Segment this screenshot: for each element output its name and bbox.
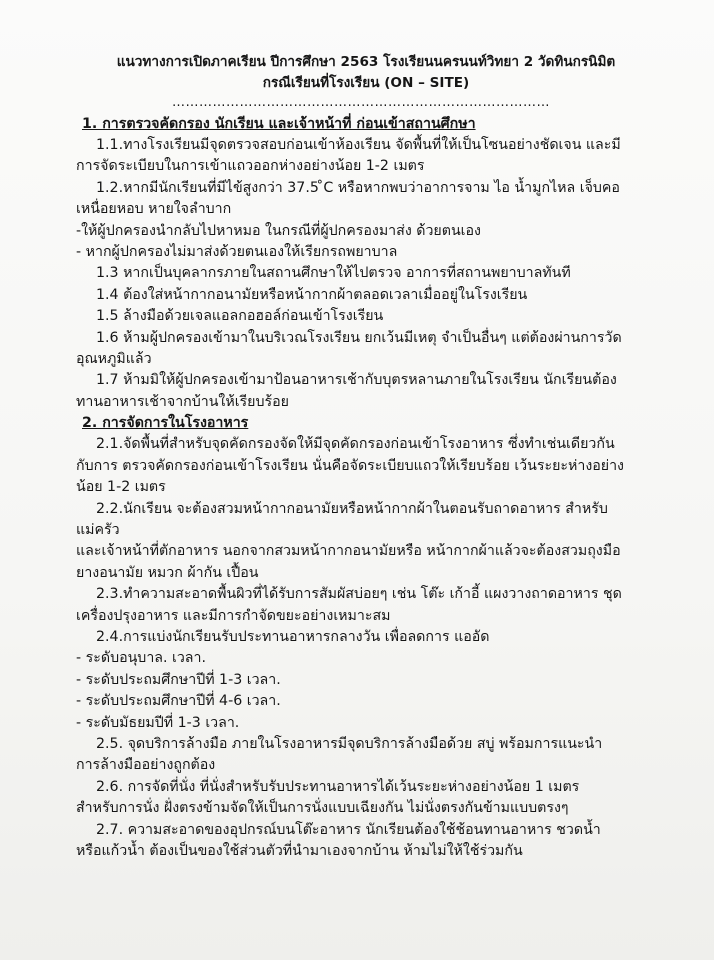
paragraph-line: อุณหภูมิแล้ว <box>76 351 152 368</box>
paragraph-line: 1.7 ห้ามมิให้ผู้ปกครองเข้ามาป้อนอาหารเช้ากับบุตรหลานภายในโรงเรียน นักเรียนต้อง <box>96 372 617 389</box>
paragraph-line: เครื่องปรุงอาหาร และมีการกำจัดขยะอย่างเหมาะสม <box>76 607 391 624</box>
paragraph-line: ยางอนามัย หมวก ผ้ากัน เปื้อน <box>76 564 259 581</box>
document-subtitle: กรณีเรียนที่โรงเรียน (ON – SITE) <box>262 75 470 91</box>
paragraph-line: เหนื่อยหอบ หายใจลำบาก <box>76 201 232 218</box>
paragraph-line: 1.3 หากเป็นบุคลากรภายในสถานศึกษาให้ไปตรวจ อาการที่สถานพยาบาลทันที <box>96 265 571 282</box>
paragraph-line: การล้างมืออย่างถูกต้อง <box>76 757 216 774</box>
list-item: - ระดับมัธยมปีที่ 1-3 เวลา. <box>76 714 240 731</box>
paragraph-line: 2.2.นักเรียน จะต้องสวมหน้ากากอนามัยหรือหน้ากากผ้าในตอนรับถาดอาหาร สำหรับ <box>96 500 608 517</box>
paragraph-line: หรือแก้วน้ำ ต้องเป็นของใช้ส่วนตัวที่นำมาเองจากบ้าน ห้ามไม่ให้ใช้ร่วมกัน <box>76 843 523 859</box>
list-item: - ระดับประถมศึกษาปีที่ 4-6 เวลา. <box>76 693 281 710</box>
paragraph-line: 2.5. จุดบริการล้างมือ ภายในโรงอาหารมีจุดบริการล้างมือด้วย สบู่ พร้อมการแนะนำ <box>96 735 603 752</box>
paragraph-line: 1.5 ล้างมือด้วยเจลแอลกอฮอล์ก่อนเข้าโรงเรียน <box>96 308 384 325</box>
paragraph-line: 1.6 ห้ามผู้ปกครองเข้ามาในบริเวณโรงเรียน ยกเว้นมีเหตุ จำเป็นอื่นๆ แต่ต้องผ่านการวัด <box>96 329 622 346</box>
paragraph-line: การจัดระเบียบในการเข้าแถวออกห่างอย่างน้อย 1-2 เมตร <box>76 158 425 175</box>
paragraph-line: 1.4 ต้องใส่หน้ากากอนามัยหรือหน้ากากผ้าตลอดเวลาเมื่ออยู่ในโรงเรียน <box>96 286 528 303</box>
paragraph-line: และเจ้าหน้าที่ตักอาหาร นอกจากสวมหน้ากากอนามัยหรือ หน้ากากผ้าแล้วจะต้องสวมถุงมือ <box>76 543 621 560</box>
paragraph-line: -ให้ผู้ปกครองนำกลับไปหาหมอ ในกรณีที่ผู้ปกครองมาส่ง ด้วยตนเอง <box>76 222 481 239</box>
section-1-heading: 1. การตรวจคัดกรอง นักเรียน และเจ้าหน้าที่ ก่อนเข้าสถานศึกษา <box>82 116 476 132</box>
paragraph-line: ทานอาหารเช้าจากบ้านให้เรียบร้อย <box>76 393 289 410</box>
list-item: - ระดับประถมศึกษาปีที่ 1-3 เวลา. <box>76 671 281 688</box>
paragraph-line: น้อย 1-2 เมตร <box>76 479 166 496</box>
paragraph-line: 2.7. ความสะอาดของอุปกรณ์บนโต๊ะอาหาร นักเรียนต้องใช้ช้อนทานอาหาร ชวดน้ำ <box>96 821 601 838</box>
list-item: - ระดับอนุบาล. เวลา. <box>76 650 206 667</box>
paragraph-line: 2.1.จัดพื้นที่สำหรับจุดคัดกรองจัดให้มีจุดคัดกรองก่อนเข้าโรงอาหาร ซึ่งทำเช่นเดียวกัน <box>96 436 615 453</box>
document-content <box>76 52 686 862</box>
paragraph-line: แม่ครัว <box>76 521 120 538</box>
paragraph-line: 1.2.หากมีนักเรียนที่มีไข้สูงกว่า 37.5 ̊C หรือหากพบว่าอาการจาม ไอ น้ำมูกไหล เจ็บคอ <box>96 179 620 196</box>
paragraph-line: - หากผู้ปกครองไม่มาส่งด้วยตนเองให้เรียกรถพยาบาล <box>76 244 398 261</box>
paragraph-line: 2.4.การแบ่งนักเรียนรับประทานอาหารกลางวัน เพื่อลดการ แออัด <box>96 628 490 645</box>
paragraph-line: 2.6. การจัดที่นั่ง ที่นั่งสำหรับรับประทานอาหารได้เว้นระยะห่างอย่างน้อย 1 เมตร <box>96 778 580 795</box>
paragraph-line: 1.1.ทางโรงเรียนมีจุดตรวจสอบก่อนเข้าห้องเรียน จัดพื้นที่ให้เป็นโซนอย่างชัดเจน และมี <box>96 137 621 153</box>
paragraph-line: กับการ ตรวจคัดกรองก่อนเข้าโรงเรียน นั่นคือจัดระเบียบแถวให้เรียบร้อย เว้นระยะห่างอย่าง <box>76 457 624 474</box>
section-2-heading: 2. การจัดการในโรงอาหาร <box>82 415 249 432</box>
document-title: แนวทางการเปิดภาคเรียน ปีการศึกษา 2563 โรงเรียนนครนนท์วิทยา 2 วัดทินกรนิมิต <box>116 54 616 70</box>
paragraph-line: สำหรับการนั่ง ฝั่งตรงข้ามจัดให้เป็นการนั่งแบบเฉียงกัน ไม่นั่งตรงกันข้ามแบบตรงๆ <box>76 800 569 817</box>
paragraph-line: 2.3.ทำความสะอาดพื้นผิวที่ได้รับการสัมผัสบ่อยๆ เช่น โต๊ะ เก้าอี้ แผงวางถาดอาหาร ชุด <box>96 586 622 603</box>
dotted-separator: ………………………………………………………………………… <box>172 95 550 110</box>
